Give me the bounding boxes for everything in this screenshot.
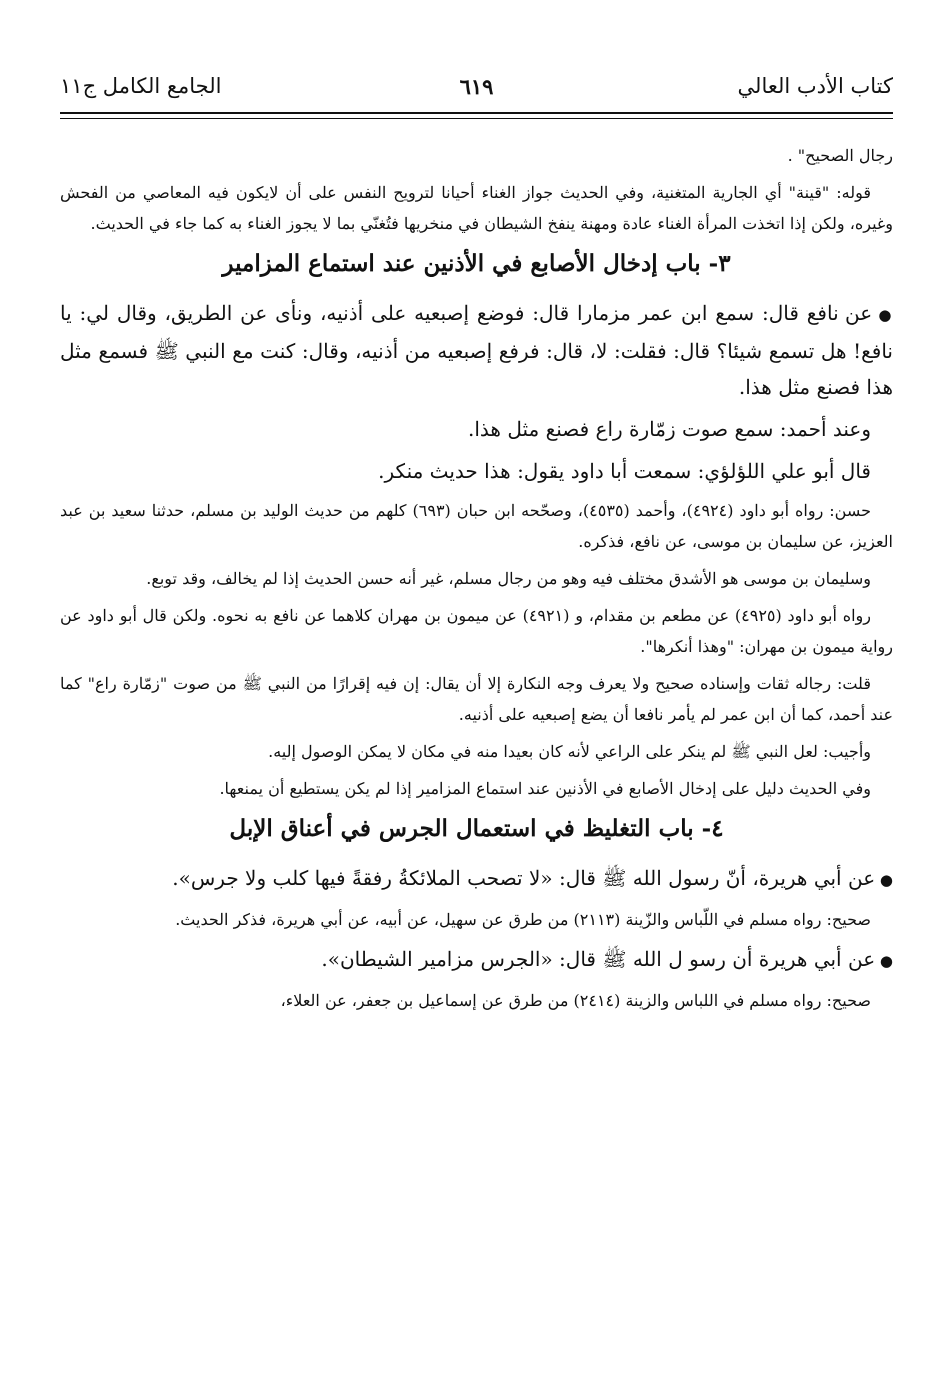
header-rule-thin — [60, 118, 893, 119]
header-rule-thick — [60, 112, 893, 114]
hadith-text-bell: ● عن أبي هريرة أن رسو ل الله ﷺ قال: «الجرس مزامير الشيطان». — [60, 941, 893, 979]
chapter-heading-3: ٣- باب إدخال الأصابع في الأذنين عند استماع المزامير — [222, 250, 731, 277]
paragraph-lulu: قال أبو علي اللؤلؤي: سمعت أبا داود يقول: هذا حديث منكر. — [378, 459, 871, 483]
paragraph-answer: وأجيب: لعل النبي ﷺ لم ينكر على الراعي لأنه كان بعيدا منه في مكان لا يمكن الوصول إليه. — [268, 742, 871, 761]
page-number: ٦١٩ — [459, 73, 494, 99]
paragraph-qultu: قلت: رجاله ثقات وإسناده صحيح ولا يعرف وجه النكارة إلا أن يقال: إن فيه إقرارًا من النبي ﷺ من صوت "زمّارة راع" كما عند أحمد، كما أن ابن عمر لم يأمر نافعا أن يضع إصبعيه على أذنيه. — [60, 674, 893, 724]
volume-title: الجامع الكامل ج١١ — [60, 74, 222, 98]
hadith-text-angels: ● عن أبي هريرة، أنّ رسول الله ﷺ قال: «لا تصحب الملائكةُ رفقةً فيها كلب ولا جرس». — [60, 860, 893, 898]
paragraph-sulayman: وسليمان بن موسى هو الأشدق مختلف فيه وهو من رجال مسلم، غير أنه حسن الحديث إذا لم يخالف، وقد توبع. — [146, 569, 871, 588]
page-body — [60, 140, 893, 1022]
chapter-heading-4: ٤- باب التغليظ في استعمال الجرس في أعناق الإبل — [229, 815, 724, 842]
paragraph-ahmad: وعند أحمد: سمع صوت زمّارة راع فصنع مثل هذا. — [468, 417, 871, 441]
hadith-text-nafi: ● عن نافع قال: سمع ابن عمر مزمارا قال: فوضع إصبعيه على أذنيه، ونأى عن الطريق، وقال لي: يا نافع! هل تسمع شيئا؟ قال: فقلت: لا، قال: فرفع إصبعيه من أذنيه، وقال: كنت مع النبي ﷺ فسمع مثل هذا فصنع مثل هذا. — [60, 295, 893, 405]
paragraph-grading-hasan: حسن: رواه أبو داود (٤٩٢٤)، وأحمد (٤٥٣٥)، وصحّحه ابن حبان (٦٩٣) كلهم من حديث الوليد بن مسلم، حدثنا سعيد بن عبد العزيز، عن سليمان بن موسى، عن نافع، فذكره. — [60, 501, 893, 551]
page-header — [60, 62, 893, 110]
paragraph-continuation: رجال الصحيح" . — [787, 146, 893, 165]
paragraph-grading-sahih-2: صحيح: رواه مسلم في اللباس والزينة (٢٤١٤) من طرق عن إسماعيل بن جعفر، عن العلاء، — [280, 991, 871, 1010]
paragraph-evidence: وفي الحديث دليل على إدخال الأصابع في الأذنين عند استماع المزامير إذا لم يكن يستطيع أن يمنعها. — [219, 779, 871, 798]
paragraph-abu-dawud: رواه أبو داود (٤٩٢٥) عن مطعم بن مقدام، و (٤٩٢١) عن ميمون بن مهران كلاهما عن نافع به نحوه. ولكن قال أبو داود عن رواية ميمون بن مهران: "وهذا أنكرها". — [60, 606, 893, 656]
paragraph-grading-sahih-1: صحيح: رواه مسلم في اللّباس والزّينة (٢١١٣) من طرق عن سهيل، عن أبيه، عن أبي هريرة، فذكر الحديث. — [175, 910, 871, 929]
book-title: كتاب الأدب العالي — [737, 74, 893, 98]
paragraph-commentary: قوله: "قينة" أي الجارية المتغنية، وفي الحديث جواز الغناء أحيانا لترويح النفس على أن لايكون فيه المعاصي من الفحش وغيره، ولكن إذا اتخذت المرأة الغناء عادة ومهنة ينفخ الشيطان في منخريها فتُغنّي بما لا يجوز الغناء به كما جاء في الحديث. — [60, 183, 893, 233]
